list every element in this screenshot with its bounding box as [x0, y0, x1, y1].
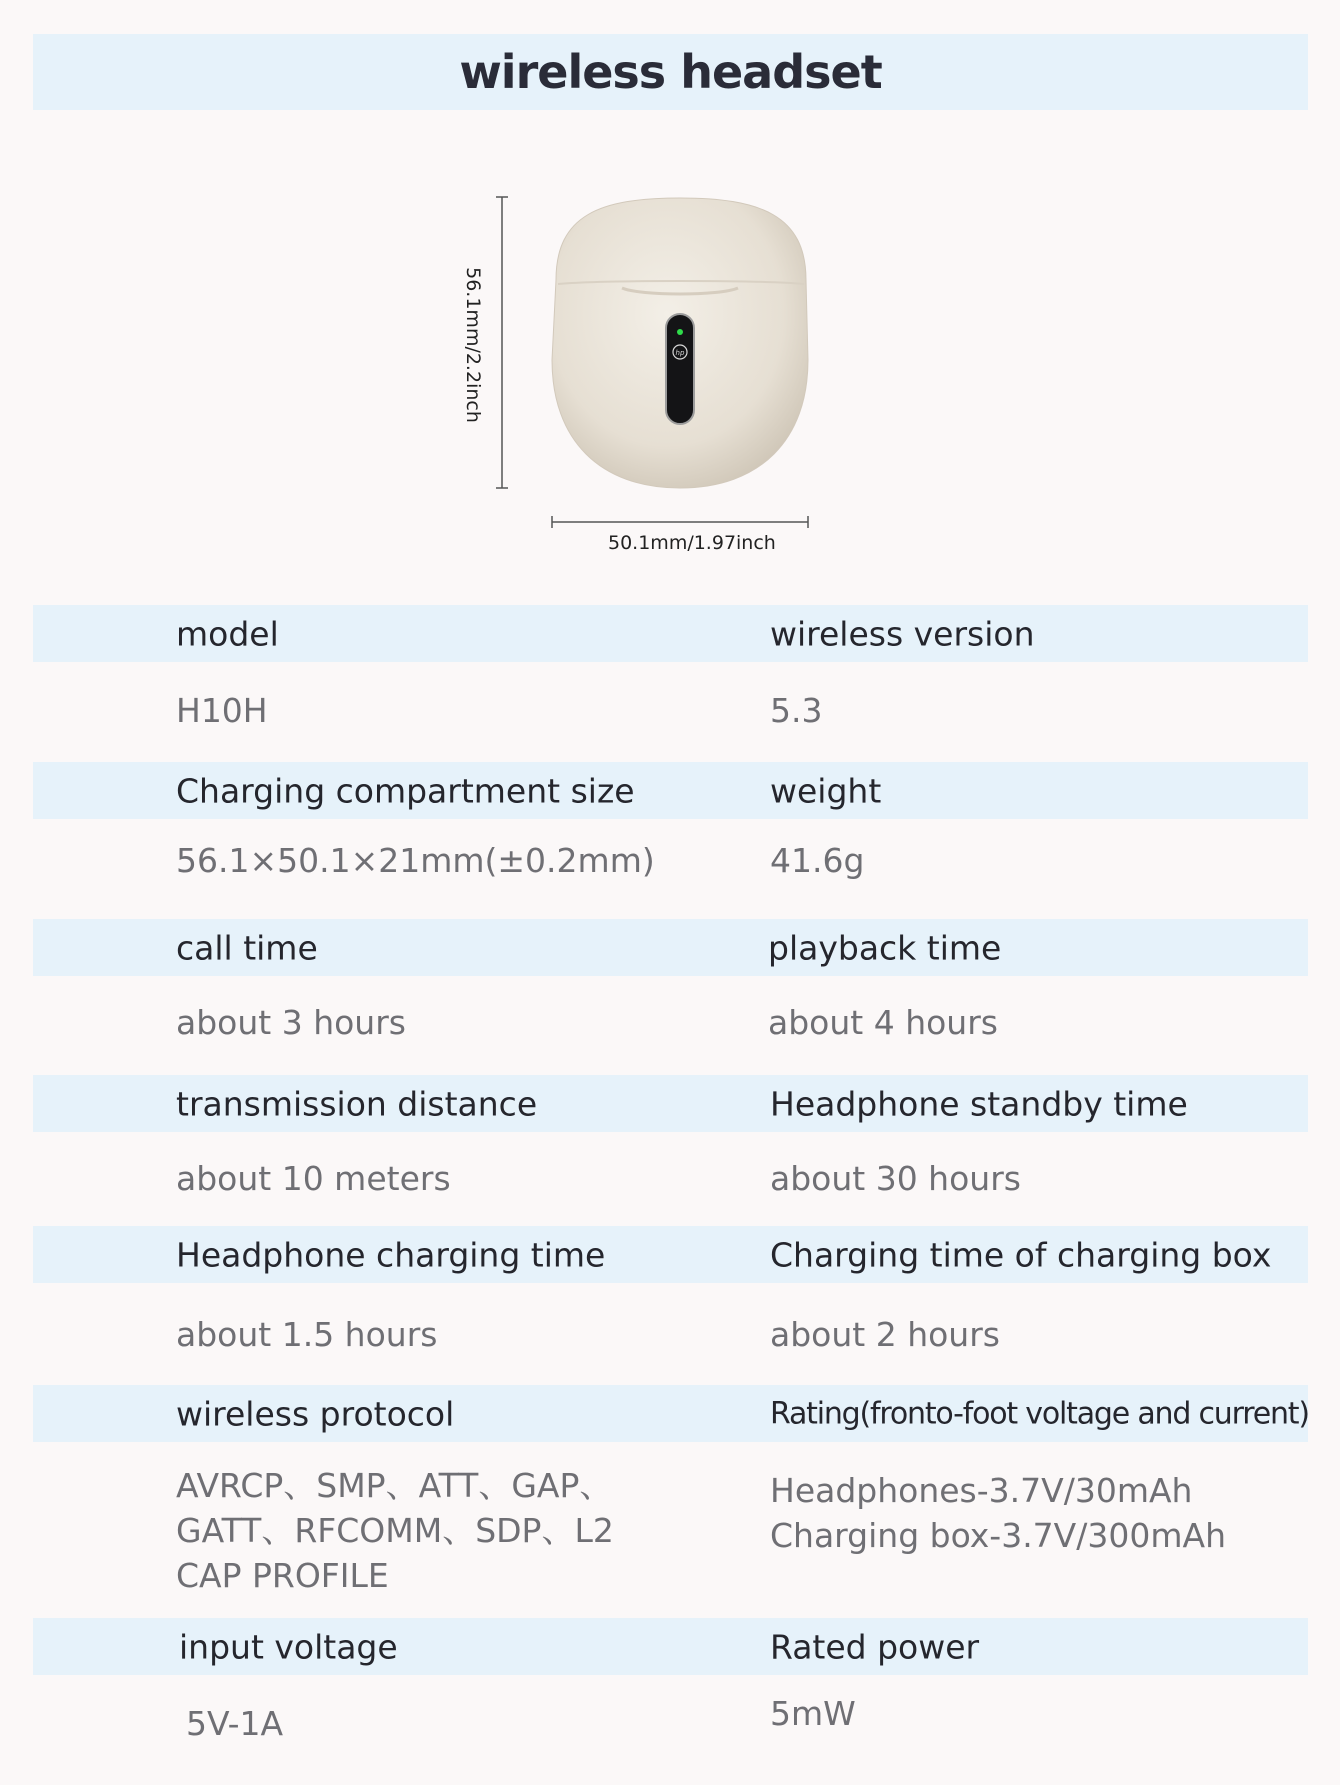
spec-header-row — [33, 605, 1308, 662]
protocol-line: CAP PROFILE — [176, 1556, 389, 1595]
box-charging-time-label: Charging time of charging box — [770, 1235, 1272, 1274]
spec-header-row — [33, 1385, 1308, 1442]
transmission-distance-value: about 10 meters — [176, 1159, 451, 1198]
protocol-line: AVRCP、SMP、ATT、GAP、 — [176, 1466, 613, 1505]
headphone-charging-time-value: about 1.5 hours — [176, 1315, 438, 1354]
box-charging-time-value: about 2 hours — [770, 1315, 1000, 1354]
call-time-label: call time — [176, 928, 318, 967]
transmission-distance-label: transmission distance — [176, 1084, 538, 1123]
protocol-line: GATT、RFCOMM、SDP、L2 — [176, 1511, 614, 1550]
rated-power-label: Rated power — [770, 1627, 980, 1666]
spec-header-row — [33, 1075, 1308, 1132]
page-title: wireless headset — [459, 45, 882, 99]
rating-line: Charging box-3.7V/300mAh — [770, 1516, 1226, 1555]
wireless-version-value: 5.3 — [770, 691, 823, 730]
height-dimension-line — [496, 197, 508, 488]
weight-label: weight — [770, 771, 882, 810]
case-size-value: 56.1×50.1×21mm(±0.2mm) — [176, 841, 655, 880]
call-time-value: about 3 hours — [176, 1003, 406, 1042]
wireless-protocol-label: wireless protocol — [176, 1394, 455, 1433]
playback-time-value: about 4 hours — [768, 1003, 998, 1042]
width-dimension-label: 50.1mm/1.97inch — [608, 532, 776, 554]
charging-case-illustration — [0, 0, 1340, 600]
spec-header-row — [33, 1226, 1308, 1283]
case-size-label: Charging compartment size — [176, 771, 635, 810]
spec-header-row — [33, 1618, 1308, 1675]
width-dimension-line — [552, 516, 808, 528]
rating-line: Headphones-3.7V/30mAh — [770, 1471, 1193, 1510]
model-label: model — [176, 614, 279, 653]
wireless-version-label: wireless version — [770, 614, 1035, 653]
rating-label: Rating(fronto-foot voltage and current) — [770, 1396, 1309, 1431]
spec-header-row — [33, 919, 1308, 976]
playback-time-label: playback time — [768, 928, 1002, 967]
weight-value: 41.6g — [770, 841, 865, 880]
spec-header-row — [33, 762, 1308, 819]
input-voltage-label: input voltage — [179, 1627, 398, 1666]
standby-time-label: Headphone standby time — [770, 1084, 1188, 1123]
model-value: H10H — [176, 691, 268, 730]
hp-logo: hp — [675, 349, 685, 357]
product-figure — [0, 0, 1340, 600]
input-voltage-value: 5V-1A — [186, 1704, 284, 1743]
headphone-charging-time-label: Headphone charging time — [176, 1235, 606, 1274]
height-dimension-label: 56.1mm/2.2inch — [462, 267, 484, 423]
rated-power-value: 5mW — [770, 1694, 856, 1733]
charging-case — [552, 198, 808, 488]
standby-time-value: about 30 hours — [770, 1159, 1021, 1198]
